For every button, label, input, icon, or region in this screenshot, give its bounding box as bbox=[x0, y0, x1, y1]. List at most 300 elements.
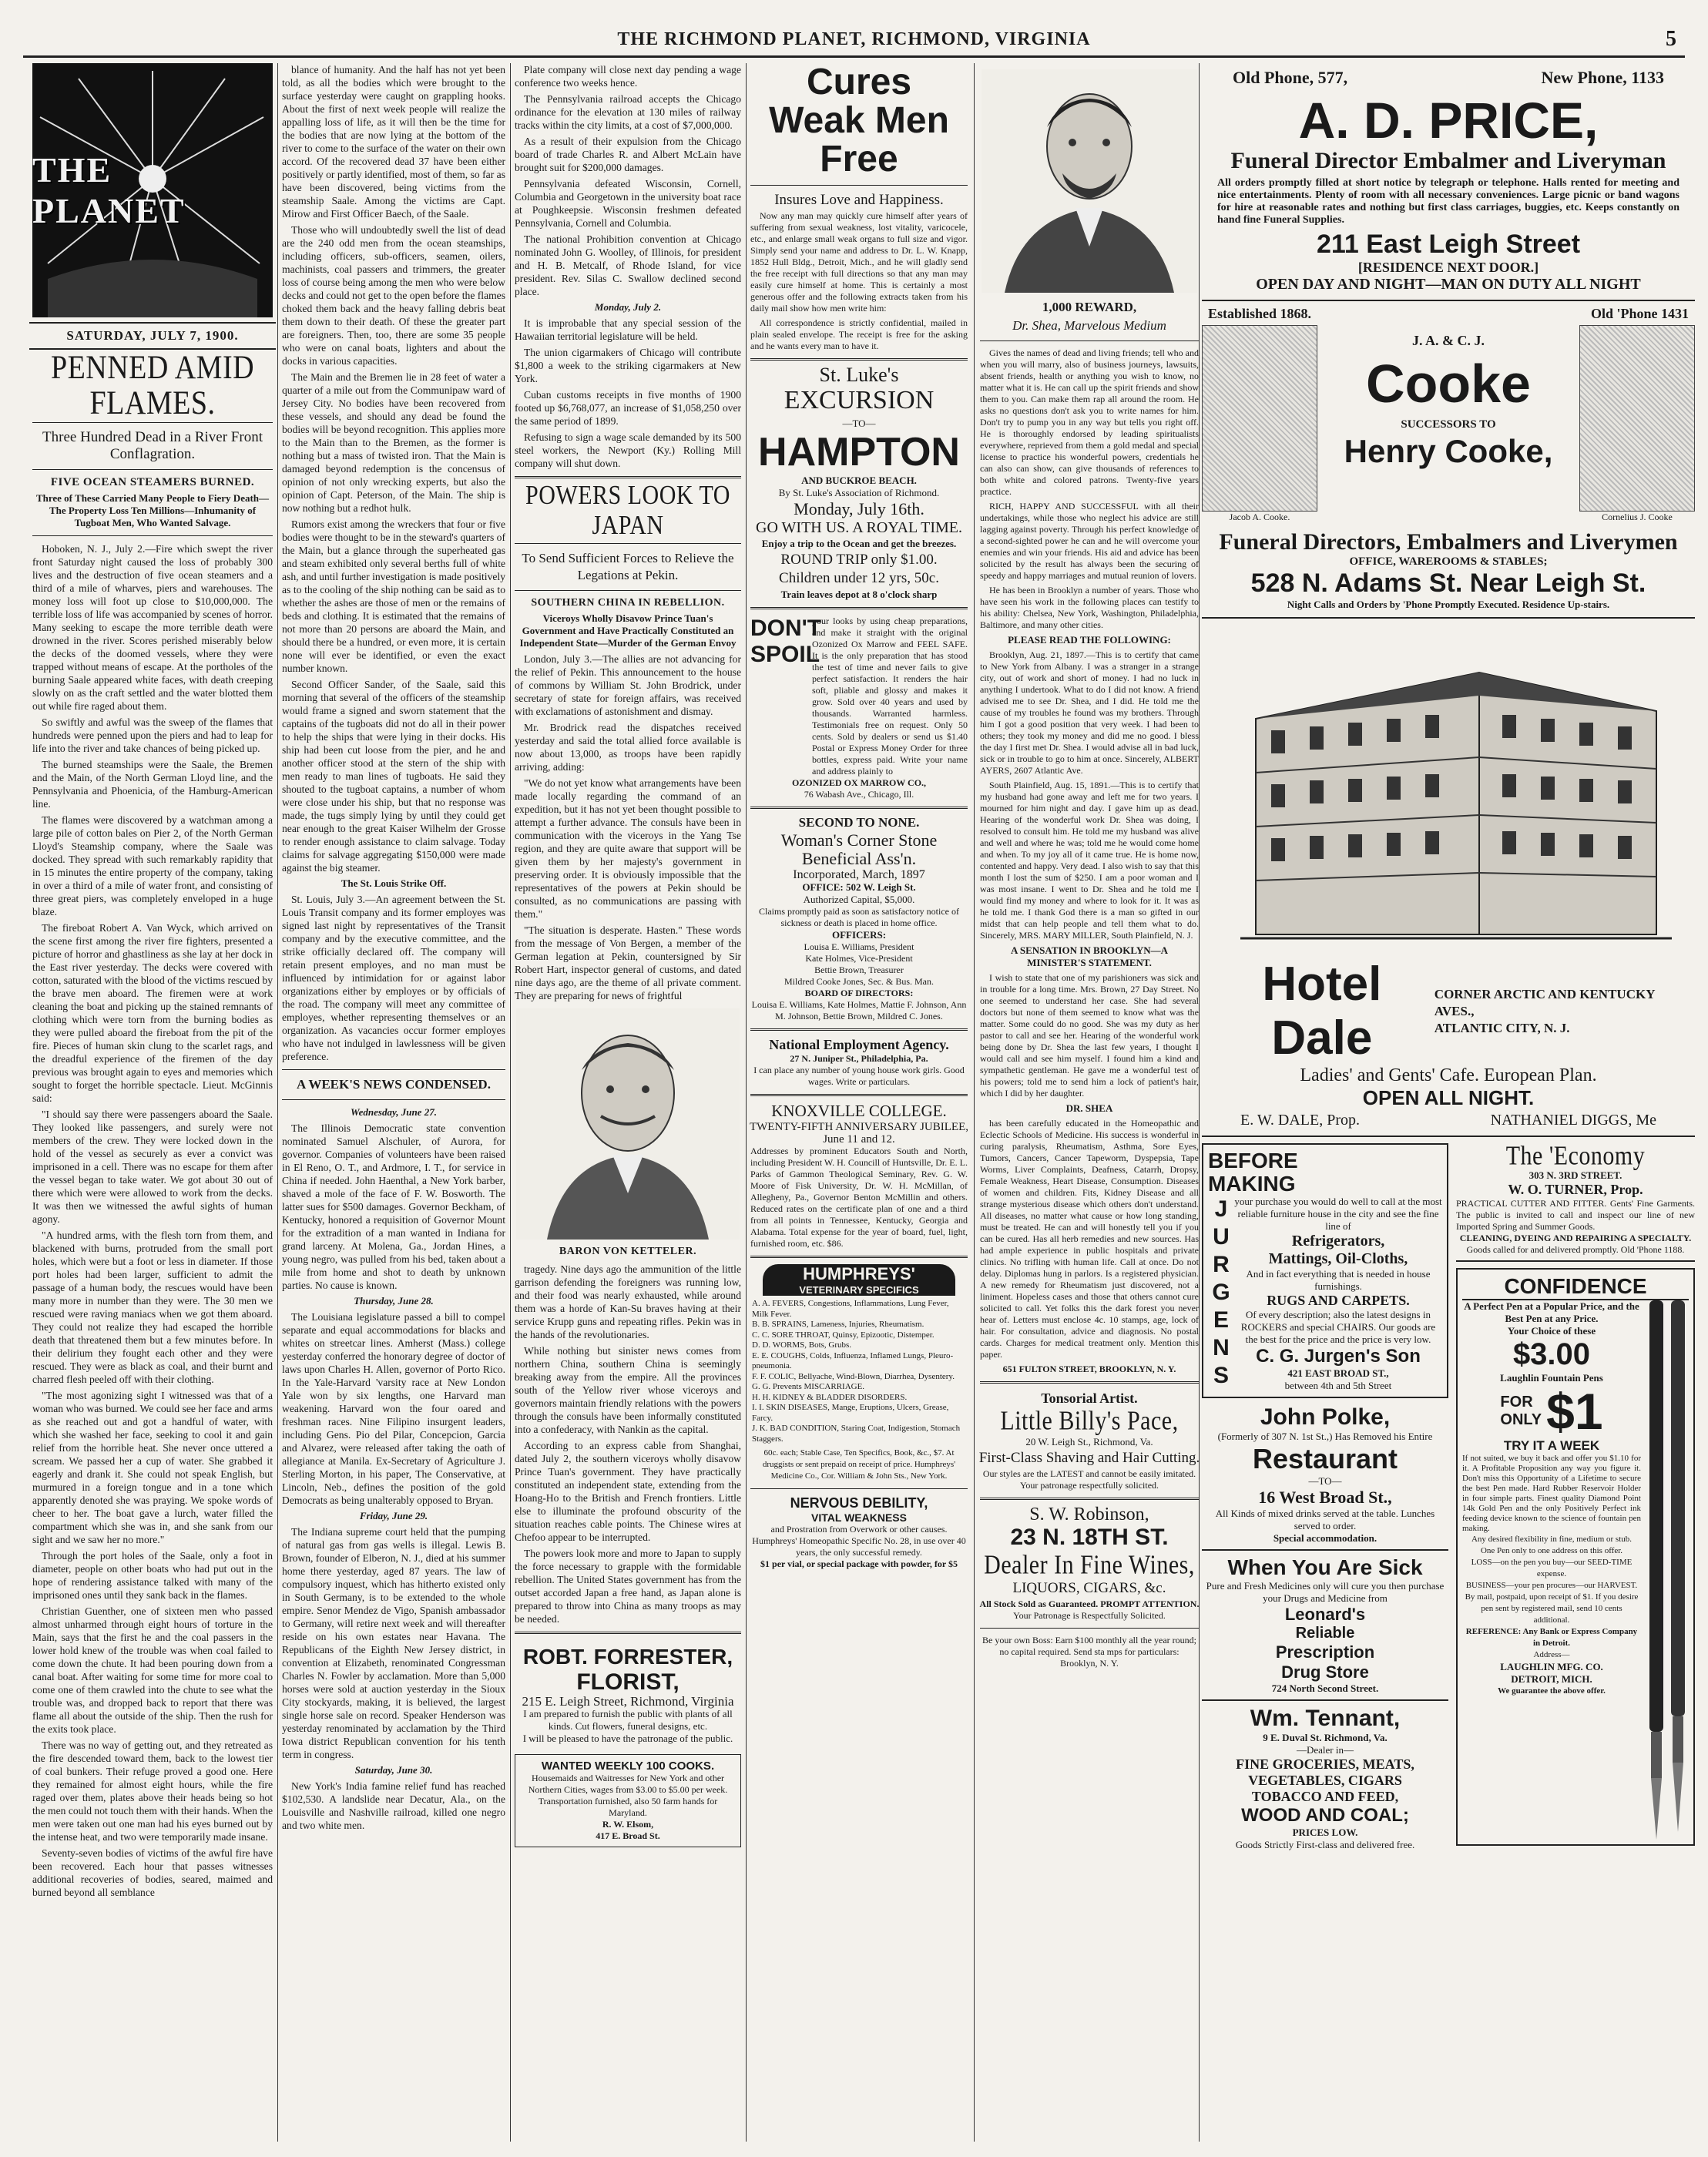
polke-former: (Formerly of 307 N. 1st St.,) Has Removed his Entire bbox=[1217, 1431, 1433, 1442]
paragraph: The Louisiana legislature passed a bill to compel separate and equal accommodations for blacks and whites on streetcar lines. Amherst (Mass.) college yesterday conferred the honorary degree of doctor of laws upon Charles H. Allen, governor of Porto Rico. In the Yale-Harvard 'varsity race at New London Yale won by six lengths, one Harvard man weakening. Harvard won the four oared and freshman races. Nine Filipino insurgent leaders, including Gens. Pio del Pilar, Concepcion, Garcia and Alvarez, were released after taking the oath of allegiance at Manila. Ex-Secretary of Agriculture J. Sterling Morton, in his paper, The Conservative, at Lincoln, Neb., defines the position of the gold Democrats as being unalterably opposed to Bryan. bbox=[282, 1311, 505, 1506]
robinson-patronage: Your Patronage is Respectfully Solicited. bbox=[1013, 1610, 1166, 1621]
paragraph: Gives the names of dead and living friends; tell who and when you will marry, also of business journeys, lawsuits, absent friends, health or anything you wish to know, no matter what it is. He can call up the spirit friends and show them to you. Can make them rap all around the room. He asks no questions don't ask you to write names for him. Don't try to pump you in any way but tells you right off. He is thoroughly endorsed by leading spiritualists everywhere, reprieved from them a gold medal and special license to practice his wonderful powers, credentials he can also can show, can give thousands of references to both white and colored patrons. Twenty-five years practice. bbox=[980, 347, 1199, 497]
portrait-engraving-icon bbox=[982, 69, 1197, 293]
cooks-name: R. W. Elsom, bbox=[602, 1819, 654, 1830]
paragraph: All correspondence is strictly confidential, mailed in plain sealed envelope. The receipt is free for the asking and he wants every man to have it. bbox=[750, 317, 968, 351]
humphreys-title: HUMPHREYS' bbox=[763, 1264, 955, 1284]
jurgens-content bbox=[1234, 1196, 1442, 1392]
cornerstone-title: SECOND TO NONE. bbox=[798, 815, 920, 830]
confidence-guarantee: We guarantee the above offer. bbox=[1498, 1686, 1606, 1696]
sick-name: Leonard's bbox=[1284, 1605, 1366, 1624]
issue-date: SATURDAY, JULY 7, 1900. bbox=[29, 322, 276, 350]
sick-drug: Drug Store bbox=[1281, 1662, 1369, 1682]
article-body bbox=[515, 1263, 741, 1625]
article-body bbox=[515, 317, 741, 470]
nervous-title: NERVOUS DEBILITY, bbox=[790, 1495, 928, 1511]
sick-title: When You Are Sick bbox=[1227, 1555, 1423, 1579]
price-residence: [RESIDENCE NEXT DOOR.] bbox=[1357, 260, 1539, 275]
cooke-established: Established 1868. bbox=[1208, 306, 1312, 321]
humphreys-item: G. G. Prevents MISCARRIAGE. bbox=[752, 1382, 865, 1391]
divider bbox=[515, 476, 741, 478]
main-headline: PENNED AMID FLAMES. bbox=[50, 348, 255, 422]
excursion-go: GO WITH US. A ROYAL TIME. bbox=[756, 519, 962, 536]
masthead-title: THE RICHMOND PLANET, RICHMOND, VIRGINIA bbox=[617, 29, 1091, 49]
divider bbox=[515, 543, 741, 544]
paragraph: The burned steamships were the Saale, the Bremen and the Main, of the North German Lloyd line, and the Pennsylvania and Phoenicia, of the Hamburg-American line. bbox=[32, 759, 273, 810]
tennant-goods: Goods Strictly First-class and delivered free. bbox=[1235, 1839, 1415, 1850]
day-heading: Monday, July 2. bbox=[594, 301, 662, 313]
portrait-engraving-icon bbox=[516, 1008, 740, 1240]
robinson-dealer: Dealer In Fine Wines, bbox=[984, 1550, 1195, 1580]
column-5 bbox=[977, 63, 1202, 2142]
divider bbox=[32, 535, 273, 536]
tennant-name: Wm. Tennant, bbox=[1250, 1706, 1401, 1731]
cornerstone-capital: Authorized Capital, $5,000. bbox=[803, 894, 915, 905]
tennant-wood: WOOD AND COAL; bbox=[1241, 1805, 1409, 1826]
confidence-choice: Your Choice of these bbox=[1507, 1325, 1596, 1337]
cornerstone-officers-heading: OFFICERS: bbox=[831, 929, 887, 941]
robinson-stock: All Stock Sold as Guaranteed. PROMPT ATTENTION. bbox=[979, 1598, 1200, 1609]
paragraph: has been carefully educated in the Homeopathic and Eclectic Schools of Medicine. His success is wonderful in curing paralysis, Rheumatism, Asthma, Sore Eyes, Tumors, Cancers, Cancer Tapeworm, Dyspepsia, Tape Worms, Liver Complaints, Deafness, Catarrh, Dropsy, Female Weakness, Heart Disease, Consumption. Diseases of women and children. Fits, Kidney Disease and all strange mysterious disease which others don't understand. All diseases, no matter what cause or how long standing, must be treated. He can and will honestly tell you if you can be cured. Has all herb remedies and new sources. Has had ample experience in public hospitals and private clinics. No trifling with human life. Call at once. Do not delay. Diplomas hung in parlors. Is a registered physician. A new remedy for Rheumatism just discovered, not a liniment. Hopeless cases and those that others cannot cure solicited to call. Yet folks this the dark forest you never hear of. Letters must enclose 4c. 10 stamps, age, lock of hair. For consultation, advice and diagnosis. No postal cards. Charges for medical treatment only. Mention this paper. bbox=[980, 1118, 1199, 1360]
price-address: 211 East Leigh Street bbox=[1316, 230, 1581, 259]
paragraph: The national Prohibition convention at Chicago nominated John G. Woolley, of Illinois, for president and H. B. Metcalf, of Rhode Island, for vice president. Rev. Silas C. Swallow declined second place. bbox=[515, 233, 741, 297]
paragraph: The union cigarmakers of Chicago will contribute $1,800 a week to the striking cigarmakers at New York. bbox=[515, 347, 741, 384]
knoxville-ad bbox=[747, 1102, 971, 1250]
confidence-for-only bbox=[1500, 1394, 1542, 1429]
hotel-sub: Ladies' and Gents' Cafe. European Plan. bbox=[1300, 1065, 1597, 1085]
hotel-footer bbox=[1240, 1112, 1656, 1129]
cooke-caption-left: Jacob A. Cooke. bbox=[1229, 512, 1290, 522]
cornerstone-directors-heading: BOARD OF DIRECTORS: bbox=[804, 988, 914, 998]
reward-heading: 1,000 REWARD, bbox=[1042, 300, 1137, 314]
excursion-enjoy: Enjoy a trip to the Ocean and get the breezes. bbox=[761, 538, 957, 549]
confidence-loss: LOSS—on the pen you buy—our SEED-TIME expense. bbox=[1471, 1558, 1632, 1578]
price-title: Funeral Director Embalmer and Liveryman bbox=[1230, 148, 1666, 173]
dont-spoil-address: 76 Wabash Ave., Chicago, Ill. bbox=[804, 789, 914, 800]
confidence-content bbox=[1462, 1300, 1646, 1840]
paragraph: tragedy. Nine days ago the ammunition of the little garrison defending the foreigners was running low, and their food was nearly exhausted, while around them was a horde of Kan-Su braves having at their service Krupp guns and repeating rifles. Pekin was in the hands of the revolutionaries. bbox=[515, 1263, 741, 1340]
day-heading: Thursday, June 28. bbox=[354, 1295, 434, 1307]
column-rule bbox=[746, 63, 747, 2142]
cooke-address: 528 N. Adams St. Near Leigh St. bbox=[1250, 569, 1646, 598]
excursion-children: Children under 12 yrs, 50c. bbox=[779, 570, 939, 586]
nervous-price: $1 per vial, or special package with powder, for $5 bbox=[760, 1558, 958, 1569]
nervous-sub: VITAL WEAKNESS bbox=[811, 1511, 907, 1524]
testimonial: South Plainfield, Aug. 15, 1891.—This is to certify that my husband had gone away and left me for two years. I mourned for him night and day. I gave him up as dead. Hearing of the wonderful work Dr. Shea was doing, I resolved to consult him. He told me my husband was alive and well and where he was; told me he would come home and when. To my joy all of it came true. He is home now, contented and happy. Very dead. I also wish to say that this month I lost the sum of $250. I am a poor woman and I was most insane. I went to Dr. Shea and he told me I would find my money and where to look for it. It was as he told me. I thank God there is a man so gifted in our midst that can help people and tell them what to do. Sincerely, MRS. MARY MILLER, South Plainfield, N. J. bbox=[980, 780, 1199, 941]
divider bbox=[32, 469, 273, 470]
paragraph: He has been in Brooklyn a number of years. Those who have seen his work in the following places can testify to his ability: Chelsea, New York, Washington, Philadelphia, Baltimore, and many other cities. bbox=[980, 585, 1199, 630]
own-boss-text: Be your own Boss: Earn $100 monthly all the year round; no capital required. Send sta mps for particulars: bbox=[982, 1635, 1196, 1657]
confidence-flex: Any desired flexibility in fine, medium or stub. bbox=[1471, 1535, 1632, 1544]
cooke-night: Night Calls and Orders by 'Phone Promptly Executed. Residence Up-stairs. bbox=[1287, 599, 1610, 610]
florist-text2: I will be pleased to have the patronage of the public. bbox=[522, 1733, 733, 1744]
florist-text: I am prepared to furnish the public with plants of all kinds. Cut flowers, funeral designs, etc. bbox=[523, 1708, 733, 1732]
polke-restaurant: Restaurant bbox=[1252, 1443, 1398, 1474]
hotel-corner: CORNER ARCTIC AND KENTUCKY AVES., bbox=[1434, 987, 1655, 1018]
cornerstone-office: OFFICE: 502 W. Leigh St. bbox=[802, 881, 916, 893]
china-subhead2: SOUTHERN CHINA IN REBELLION. bbox=[531, 597, 725, 609]
humphreys-ad bbox=[747, 1264, 971, 1482]
own-boss-ad bbox=[977, 1635, 1202, 1669]
paragraph: Rumors exist among the wreckers that four or five bodies were thought to be in the steward's quarters of the Main, but a glance through the superheated gas and steam exhibited only several berths full of white ash, and until further investigation is made positively as to the cooling of the ship nothing can be said as to whether the ashes are those of men or the remains of beds and clothing. It is estimated that the remains of not more than 20 persons are aboard the Main, and should there be a hundred, or even more, it is certain none will ever be identified, or even the exact number known. bbox=[282, 518, 505, 674]
fountain-pen-icon bbox=[1647, 1300, 1666, 1840]
divider bbox=[32, 422, 273, 423]
hotel-location bbox=[1435, 986, 1687, 1037]
divider bbox=[750, 807, 968, 809]
confidence-one-pen: One Pen only to one address on this offer. bbox=[1480, 1546, 1623, 1555]
dont-spoil-company: OZONIZED OX MARROW CO., bbox=[791, 777, 927, 788]
article-body bbox=[282, 1122, 505, 1292]
paragraph: The Main and the Bremen lie in 28 feet of water a quarter of a mile out from the Communipaw ward of Jersey City. No bodies have been recovered from these vessels, and should any dead be found the bodies will be beyond recognition. This applies more to the Main than to the Bremen, as the former is nothing but a mass of twisted iron. That the Main is damaged beyond redemption is the concensus of opinion of not only wrecking experts, but also the opinion of Capt. Peterson, of the Main. The ship is now nothing but a redhot hulk. bbox=[282, 371, 505, 514]
column-4 bbox=[747, 63, 971, 2142]
robinson-ad bbox=[977, 1506, 1202, 1622]
confidence-one: $1 bbox=[1546, 1383, 1603, 1440]
jurgens-address: 421 EAST BROAD ST., bbox=[1287, 1367, 1389, 1379]
cornerstone-claims: Claims promptly paid as soon as satisfactory notice of sickness or death is placed in home office. bbox=[759, 906, 959, 928]
confidence-price: $3.00 bbox=[1512, 1337, 1591, 1371]
section-headline: A WEEK'S NEWS CONDENSED. bbox=[297, 1077, 491, 1092]
paragraph: Plate company will close next day pending a wage conference two weeks hence. bbox=[515, 64, 741, 89]
confidence-company: LAUGHLIN MFG. CO. bbox=[1500, 1661, 1603, 1672]
jurgens-body bbox=[1208, 1196, 1442, 1392]
paragraph: blance of humanity. And the half has not yet been told, as all the bodies which were brought to the surface yesterday were caught on grappling hooks. About the first of next week people will realize the appalling loss of life, as it will then be the time for the bodies that are now lying at the bottom of the river to come to the surface of the water on their own accord. Of the recovered dead 37 have been either positively or partly identified, most of them, so far as have been discovered, being victims from the steamship Saale. Among the victims are Capt. Mirow and First Officer Baech, of the Saale. bbox=[282, 64, 505, 220]
employment-text: I can place any number of young house work girls. Good wages. Write or particulars. bbox=[753, 1065, 965, 1087]
humphreys-item: H. H. KIDNEY & BLADDER DISORDERS. bbox=[752, 1392, 908, 1402]
excursion-train: Train leaves depot at 8 o'clock sharp bbox=[780, 589, 938, 600]
paragraph: So swiftly and awful was the sweep of the flames that hundreds were penned upon the piers and had to leap for life into the river and take chances of being picked up. bbox=[32, 716, 273, 754]
article-body bbox=[282, 1525, 505, 1761]
tennant-dealer: —Dealer in— bbox=[1296, 1744, 1354, 1756]
sick-address: 724 North Second Street. bbox=[1271, 1682, 1379, 1694]
price-name: A. D. PRICE, bbox=[1298, 92, 1599, 149]
economy-title: The 'Economy bbox=[1505, 1141, 1646, 1171]
column-rule bbox=[974, 63, 975, 2142]
column-rule bbox=[510, 63, 511, 2142]
paragraph: The Illinois Democratic state convention nominated Samuel Alschuler, of Aurora, for governor. Companies of volunteers have been raised in El Reno, O. T., and Ardmore, I. T., for service in China if needed. John Haenthal, a New York barber, shaved a mole of the face of F. W. Bosworth. The latter sues for $500 damages. Governor Beckham, of Kentucky, honored a requisition of Governor Mount for the extradition of a man wanted in Indiana for grand larceny. At Molena, Ga., Jordan Hines, a young negro, was pulled from his bed, taken about a mile from home and shot to death by unknown parties. No cause is known. bbox=[282, 1122, 505, 1291]
hotel-illustration bbox=[1225, 626, 1672, 950]
tennant-prices: PRICES LOW. bbox=[1292, 1827, 1358, 1838]
confidence-title: CONFIDENCE bbox=[1462, 1274, 1689, 1300]
jurgens-rugs: RUGS AND CARPETS. bbox=[1267, 1293, 1410, 1308]
dont-spoil-text: your looks by using cheap preparations, and make it straight with the original Ozonized Ox Marrow and FEEL SAFE. It is the only preparation that has stood the test of time and never fails to give perfect satisfaction. It renders the hair soft, pliable and glossy and makes it grow. Sold over 40 years and used by thousands. Warranted harmless. Testimonials free on request. Only 50 cents. Sold by dealers or send us $1.40 Postal or Express Money Order for three bottles, express paid. Write your name and address plainly to bbox=[812, 616, 968, 777]
knoxville-sub: TWENTY-FIFTH ANNIVERSARY JUBILEE, June 11 and 12. bbox=[749, 1121, 969, 1146]
confidence-address: DETROIT, MICH. bbox=[1511, 1673, 1592, 1685]
polke-special: Special accommodation. bbox=[1273, 1532, 1377, 1544]
china-deck: Viceroys Wholly Disavow Prince Tuan's Government and Have Practically Constituted an Independent State—Murder of the German Envoy bbox=[519, 612, 737, 649]
cooke-henry: Henry Cooke, bbox=[1344, 433, 1553, 469]
economy-cleaning: CLEANING, DYEING AND REPAIRING A SPECIALTY. bbox=[1459, 1233, 1692, 1243]
tonsorial-heading: Tonsorial Artist. bbox=[1041, 1390, 1138, 1406]
confidence-for: FOR bbox=[1500, 1394, 1533, 1411]
cooke-header bbox=[1208, 306, 1689, 322]
confidence-body bbox=[1462, 1300, 1689, 1840]
own-boss-address: Brooklyn, N. Y. bbox=[1060, 1658, 1119, 1669]
polke-text: All Kinds of mixed drinks served at the table. Lunches served to order. bbox=[1215, 1508, 1435, 1531]
tennant-ad bbox=[1202, 1706, 1448, 1851]
tennant-groceries: FINE GROCERIES, MEATS, bbox=[1236, 1756, 1414, 1772]
dr-shea-medical bbox=[980, 1118, 1199, 1360]
divider bbox=[750, 1094, 968, 1096]
knoxville-text: Addresses by prominent Educators South and North, including President W. H. Councill of Huntsville, Dr. E. L. Parks of Gammon Theological Seminary, Rev. G. W. Moore of Fisk University, Dr. W. H. McMillan, of Allegheny, Pa., Governor Benton McMillin and others. Reduced rates on the certificate plan of one and a third from all points in Tennessee, Kentucky, Georgia and Alabama. Total expense for the year of board, fuel, light, furnished room, etc. $86. bbox=[750, 1146, 968, 1249]
paragraph: "I should say there were passengers aboard the Saale. They looked like passengers, and surely were not members of the crew. They were locked down in the hold of the vessel as securely as ever a convict was imprisoned in a cell. There was no escape for them after the vessel began to take water. We got about 30 out of there which were were allowed to work from the decks. It was then we witnessed the awful sights of human agony. bbox=[32, 1109, 273, 1225]
paragraph: "The most agonizing sight I witnessed was that of a woman who was burned. We could see her face and arms as she reached out and got a handful of water, with which she washed her face, seeking to cool it and gain relief from the horrible heat. She never once uttered a scream. We passed her a cup of water. She grabbed it eagerly and drank it. She could not speak English, but murmured in a foreign tongue and in a tone which apparently denoted she was praying. We spoke words of cheer to her. The boat gave a lurch, water filled the compartment which she was in, and she sank from our sight and we saw her no more." bbox=[32, 1390, 273, 1545]
jurgens-ad bbox=[1202, 1143, 1448, 1398]
excursion-date: Monday, July 16th. bbox=[794, 499, 924, 518]
divider bbox=[515, 1632, 741, 1634]
article-body bbox=[282, 893, 505, 1063]
article-body bbox=[515, 652, 741, 1002]
cures-line3: Free bbox=[820, 139, 898, 179]
price-old-phone: Old Phone, 577, bbox=[1233, 68, 1348, 87]
day-heading: Wednesday, June 27. bbox=[351, 1106, 437, 1118]
page-header bbox=[23, 23, 1685, 58]
divider bbox=[750, 1028, 968, 1031]
robinson-name: S. W. Robinson, bbox=[1029, 1505, 1149, 1525]
billys-text: Our styles are the LATEST and cannot be easily imitated. Your patronage respectfully solicited. bbox=[982, 1468, 1196, 1491]
day-heading: Saturday, June 30. bbox=[354, 1764, 433, 1776]
article-body bbox=[515, 63, 741, 298]
jurgens-text3: Of every description; also the latest designs in ROCKERS and special CHAIRS. Our goods are the best for the price and the price is very low. bbox=[1240, 1309, 1436, 1345]
hotel-dale-ad bbox=[1202, 626, 1695, 1137]
paragraph: The Pennsylvania railroad accepts the Chicago ordinance for the elevation at 130 miles of railway tracks within the city limits, at a cost of $7,000,000. bbox=[515, 93, 741, 131]
excursion-ad bbox=[747, 364, 971, 601]
cooke-initials: J. A. & C. J. bbox=[1412, 333, 1485, 348]
cures-body bbox=[750, 210, 968, 352]
jurgens-before: BEFORE bbox=[1208, 1149, 1298, 1172]
paragraph: Christian Guenther, one of sixteen men who passed almost unharmed through eight hours of torture in the Main, says that the first he and the coal passers in the lower hold knew of the trouble was when coal failed to come down the chute. It had been pouring down from a canal boat. After waiting for some time for more coal to come one of them crawled into the chute to see what the trouble was, and dropped back to report that there was flame all about the outside of the ship. Then the rush for the exits took place. bbox=[32, 1605, 273, 1735]
paragraph: The powers look more and more to Japan to supply the force necessary to grapple with the formidable rebellion. The United States government has from the outset accorded Japan a free hand, as Japan alone is prepared to throw into China as many troops as may be needed. bbox=[515, 1548, 741, 1625]
article-body bbox=[282, 1780, 505, 1832]
sensation-body bbox=[980, 972, 1199, 1099]
cornerstone-officer: Kate Holmes, Vice-President bbox=[805, 953, 913, 964]
price-open: OPEN DAY AND NIGHT—MAN ON DUTY ALL NIGHT bbox=[1256, 276, 1641, 293]
ads-bottom-right bbox=[1456, 1143, 1695, 1851]
cornerstone-officer: Bettie Brown, Treasurer bbox=[814, 964, 904, 975]
economy-goods: Goods called for and delivered promptly. Old 'Phone 1188. bbox=[1466, 1244, 1685, 1255]
price-new-phone: New Phone, 1133 bbox=[1541, 68, 1664, 87]
florist-name: ROBT. FORRESTER, bbox=[522, 1645, 733, 1669]
paragraph: Cuban customs receipts in five months of 1900 footed up $6,768,077, an increase of $1,058,250 over the same period of 1899. bbox=[515, 389, 741, 427]
confidence-offer bbox=[1462, 1384, 1641, 1438]
cures-sub: Insures Love and Happiness. bbox=[774, 192, 944, 208]
portrait-photo bbox=[1202, 325, 1317, 512]
jurgens-mattings: Mattings, Oil-Cloths, bbox=[1268, 1250, 1408, 1267]
portrait-caption: BARON VON KETTELER. bbox=[559, 1246, 697, 1257]
subheadline: Three Hundred Dead in a River Front Conflagration. bbox=[42, 429, 263, 462]
cornerstone-officer: Mildred Cooke Jones, Sec. & Bus. Man. bbox=[784, 976, 934, 987]
excursion-by: By St. Luke's Association of Richmond. bbox=[778, 487, 940, 498]
cooke-portrait-left bbox=[1202, 325, 1317, 523]
economy-text: PRACTICAL CUTTER AND FITTER. Gents' Fine Garments. The public is invited to call and inspect our line of new Imported Spring and Summer Goods. bbox=[1456, 1198, 1695, 1232]
cooks-text: Housemaids and Waitresses for New York and other Northern Cities, wages from $3.00 to $5.00 per week. Transportation furnished, also 50 farm hands for Maryland. bbox=[528, 1773, 728, 1818]
humphreys-item: B. B. SPRAINS, Lameness, Injuries, Rheumatism. bbox=[752, 1320, 924, 1329]
cornerstone-directors: Louisa E. Williams, Kate Holmes, Mattie F. Johnson, Ann M. Johnson, Bettie Brown, Mildred C. Jones. bbox=[751, 999, 967, 1021]
employment-ad bbox=[747, 1037, 971, 1088]
cooks-title: WANTED WEEKLY 100 COOKS. bbox=[541, 1759, 715, 1773]
price-phones bbox=[1233, 68, 1664, 88]
jurgens-text2: And in fact everything that is needed in house furnishings. bbox=[1246, 1268, 1431, 1292]
hotel-open: OPEN ALL NIGHT. bbox=[1362, 1086, 1535, 1109]
column-rule bbox=[277, 63, 278, 2142]
jurgens-making: MAKING bbox=[1208, 1172, 1296, 1196]
paragraph: I wish to state that one of my parishioners was sick and in trouble for a long time. Mrs. Brown, 27 Day Street. No one seemed to understand her case. She had several doctors but none of them seemed to know what was the matter. Some could do no good. She was my duty as her pastor to call and see her. Hearing of the wonderful work being done by Dr. Shea the last few years, I thought I would call and see him myself. I found him a kind and sympathetic gentleman. He gave me a wonderful test of his powers; told me to send him a lock of patient's hair, which I did by her daughter. bbox=[980, 972, 1199, 1099]
humphreys-item: J. K. BAD CONDITION, Staring Coat, Indigestion, Stomach Staggers. bbox=[752, 1424, 961, 1444]
humphreys-footer: 60c. each; Stable Case, Ten Specifics, Book, &c., $7. At druggists or sent prepaid on receipt of price. Humphreys' Medicine Co., Cor. William & John Sts., New York. bbox=[762, 1448, 956, 1481]
cures-line1: Cures bbox=[806, 63, 912, 102]
cornerstone-ad bbox=[747, 815, 971, 1022]
column-2 bbox=[279, 63, 508, 2142]
article-body bbox=[32, 542, 273, 1899]
humphreys-item: A. A. FEVERS, Congestions, Inflammations, Lung Fever, Milk Fever. bbox=[752, 1299, 949, 1319]
paragraph: Now any man may quickly cure himself after years of suffering from sexual weakness, lost vitality, varicocele, etc., and enlarge small weak organs to full size and vigor. Simply send your name and address to Dr. L. W. Knapp, 1852 Hull Bldg., Detroit, Mich., and he will gladly send the free receipt with full directions so that any man may easily cure himself at home. This is certainly a most generous offer and the following extracts taken from his daily mail show how men write him: bbox=[750, 210, 968, 314]
economy-address: 303 N. 3RD STREET. bbox=[1528, 1169, 1622, 1181]
dr-shea-portrait bbox=[982, 69, 1197, 293]
hotel-manager: NATHANIEL DIGGS, Me bbox=[1490, 1112, 1656, 1129]
confidence-brand: Laughlin Fountain Pens bbox=[1500, 1372, 1603, 1384]
robinson-liquors: LIQUORS, CIGARS, &c. bbox=[1012, 1580, 1166, 1596]
divider bbox=[750, 358, 968, 361]
billys-name: Little Billy's Pace, bbox=[1000, 1406, 1179, 1436]
hotel-name: Hotel Dale bbox=[1262, 958, 1382, 1065]
paragraph: Through the port holes of the Saale, only a foot in diameter, people on other boats who had put out in the hope of rendering assistance talked with many of the imprisoned ones until they sank back in the flames. bbox=[32, 1550, 273, 1601]
hotel-title-row bbox=[1210, 958, 1687, 1065]
excursion-sub: AND BUCKROE BEACH. bbox=[801, 475, 917, 486]
paragraph: The flames were discovered by a watchman among a large pile of cotton bales on Pier 2, of the North German Lloyd's Steamship company, where the Saale was docked. They spread with such remarkably rapidity that in 15 minutes the entire property of the company, taking in over a third of a mile of water front, and consisting of three great piers, was completely enveloped in a huge blaze. bbox=[32, 814, 273, 917]
china-subhead: To Send Sufficient Forces to Relieve the Legations at Pekin. bbox=[522, 551, 734, 582]
dr-shea-address: 651 FULTON STREET, BROOKLYN, N. Y. bbox=[1002, 1364, 1176, 1374]
divider bbox=[750, 607, 968, 609]
divider bbox=[750, 1488, 968, 1489]
hotel-prop: E. W. DALE, Prop. bbox=[1240, 1112, 1360, 1129]
please-read: PLEASE READ THE FOLLOWING: bbox=[1008, 634, 1171, 646]
paragraph: There was no way of getting out, and they retreated as the fire descended toward them, back to the lowest tier of coal bunkers. Their refuge proved a good one. Here they remained for almost eight hours, while the fire raged over them, plates above their heads being so hot the men could not touch them with their hands. When the men were taken out one man had his eyes burned out by the intense heat, and two were temporarily made insane. bbox=[32, 1739, 273, 1843]
polke-ad bbox=[1202, 1404, 1448, 1551]
paragraph: "We do not yet know what arrangements have been made locally regarding the command of an expedition, but it has not yet been thought possible to attempt a further advance. The consuls have been in communication with the viceroys in the Yang Tse region, and they are quite aware that support will be given them by her majesty's government in preserving order. It is obviously impossible that the representatives of the powers at Pekin should be consulted, as no communications are passing with them." bbox=[515, 777, 741, 920]
china-headline: POWERS LOOK TO JAPAN bbox=[525, 480, 730, 540]
cooke-successors: SUCCESSORS TO bbox=[1401, 418, 1496, 431]
humphreys-item: D. D. WORMS, Bots, Grubs. bbox=[752, 1340, 852, 1350]
tennant-tobacco: TOBACCO AND FEED, bbox=[1251, 1789, 1399, 1804]
paragraph: Hoboken, N. J., July 2.—Fire which swept the river front Saturday night caused the loss of probably 300 lives and the destruction of five ocean steamers and a third of a mile of wharves, piers and warehouses. The money loss will foot up close to $10,000,000. The terrible loss of life was accompanied by scenes of horror. Many seeking to escape the more terrible death were drowned in the river. Scores perished miserably below the decks of the doomed vessels, where they were trapped without means of escape. At the portholes of the burning Saale appeared white faces, with death creeping slowly on as the craft settled and the water blotted them out while fire raged about them. bbox=[32, 543, 273, 712]
polke-address: 16 West Broad St., bbox=[1258, 1488, 1392, 1507]
paragraph: Those who will undoubtedly swell the list of dead are the 240 odd men from the ocean steamships, including officers, sub-officers, seamen, oilers, machinists, coal passers and trimmers, the greater loss of course being among the men who were below decks and could not get to the open before the flames choked them back and the heavy falling debris beat them down to their death. Of these the greater part are foreigners. Then, too, there are some 35 people who were on canal boats, lighters and about the docks in various capacities. bbox=[282, 224, 505, 367]
paragraph: RICH, HAPPY AND SUCCESSFUL with all their undertakings, while those who neglect his advice are still lagging against poverty. Through his perfect knowledge of a second-sighted power he can and he will overcome your enemies and win your friends. His aid and advice has been solicited by the result has always been the securing of speedy and happy marriages and mutual reunion of lovers. bbox=[980, 501, 1199, 581]
page-number: 5 bbox=[1666, 27, 1677, 51]
portrait-photo bbox=[1579, 325, 1695, 512]
excursion-fare: ROUND TRIP only $1.00. bbox=[780, 552, 938, 568]
humphreys-item: C. C. SORE THROAT, Quinsy, Epizootic, Distemper. bbox=[752, 1330, 935, 1340]
jurgens-refrigerators: Refrigerators, bbox=[1291, 1233, 1385, 1250]
sick-reliable: Reliable bbox=[1295, 1625, 1355, 1642]
humphreys-item: I. I. SKIN DISEASES, Mange, Eruptions, Ulcers, Grease, Farcy. bbox=[752, 1403, 949, 1423]
cornerstone-officer: Louisa E. Williams, President bbox=[804, 941, 914, 952]
confidence-text: A Perfect Pen at a Popular Price, and the Best Pen at any Price. bbox=[1464, 1300, 1639, 1324]
paragraph: "A hundred arms, with the flesh torn from them, and blackened with burns, protruded from the small port holes, which were but a foot or less in diameter. If those port holes had been larger, sufficient to admit the passage of a human body, the rescues would have been many more in number than they were. The 30 men we rescued were raving maniacs when we got them aboard. They could not realize they had escaped the horrible death that threatened them but a few minutes before. In their delirium they fought each other and they were rescued. They were as black as coal, and their burnt and charred flesh peeled off with their clothing. bbox=[32, 1229, 273, 1385]
leonards-ad bbox=[1202, 1555, 1448, 1701]
cooke-old-phone: Old 'Phone 1431 bbox=[1590, 306, 1689, 321]
dont-spoil-title: DON'T SPOIL bbox=[750, 616, 822, 667]
column-6 bbox=[1197, 63, 1700, 2142]
article-body bbox=[282, 1310, 505, 1507]
headline-deck: Three of These Carried Many People to Fiery Death—The Property Loss Ten Millions—Inhumanity of Tugboat Men, Who Wanted Salvage. bbox=[35, 492, 270, 528]
billys-sub: First-Class Shaving and Hair Cutting. bbox=[978, 1450, 1200, 1466]
planet-logo bbox=[32, 63, 273, 317]
florist-title: FLORIST, bbox=[576, 1669, 680, 1695]
excursion-to: —TO— bbox=[842, 418, 876, 429]
humphreys-sub: VETERINARY SPECIFICS bbox=[763, 1284, 955, 1296]
ads-bottom bbox=[1202, 1143, 1695, 1851]
knoxville-title: KNOXVILLE COLLEGE. bbox=[771, 1102, 947, 1120]
column-3 bbox=[512, 63, 744, 2142]
robinson-address: 23 N. 18TH ST. bbox=[1010, 1525, 1169, 1550]
confidence-address-heading: Address— bbox=[1533, 1650, 1570, 1659]
sick-text: Pure and Fresh Medicines only will cure you then purchase your Drugs and Medicine from bbox=[1206, 1580, 1445, 1604]
price-text: All orders promptly filled at short notice by telegraph or telephone. Halls rented for meeting and nice entertainments. Plenty of room with all necessary conveniences. Large picnic or band wagons for hire at reasonable rates and nothing but first class carriages, buggies, etc. Keeps constantly on hand fine Funeral Supplies. bbox=[1217, 177, 1679, 226]
jurgens-side: JURGENS bbox=[1212, 1196, 1230, 1388]
fountain-pen-icon bbox=[1669, 1300, 1687, 1840]
hotel-city: ATLANTIC CITY, N. J. bbox=[1434, 1021, 1570, 1035]
dr-shea-subheading: DR. SHEA bbox=[1065, 1102, 1113, 1114]
polke-name: John Polke, bbox=[1260, 1404, 1391, 1430]
cornerstone-name1: Woman's Corner Stone bbox=[780, 830, 938, 850]
jurgens-name: C. G. Jurgen's Son bbox=[1256, 1346, 1421, 1367]
dr-shea-heading: Dr. Shea, Marvelous Medium bbox=[1012, 318, 1166, 333]
divider bbox=[515, 590, 741, 591]
jurgens-text: your purchase you would do well to call at the most reliable furniture house in the city and see the fine line of bbox=[1234, 1196, 1442, 1232]
cooks-wanted-ad bbox=[515, 1754, 741, 1847]
price-ad bbox=[1202, 68, 1695, 301]
paragraph: The fireboat Robert A. Van Wyck, which arrived on the scene first among the river fire fighters, presented a picture of horror and ghastliness as she lay at her dock in the East river yesterday. The decks were covered with cotton, saturated with the blood of the victims rescued by the brave men aboard. The firemen were at work cleaning the boat and picking up the stained remnants of clothing which were torn from the burning bodies as they were pulled aboard the fireboat from the pit of the fire. Pieces of human skin clung to the scarlet rags, and the dreadful experience of the firemen of the day previous was brought again to eyes and memories which sought to forget the horrible spectacle. Lieut. McGinnis said: bbox=[32, 922, 273, 1104]
sick-prescription: Prescription bbox=[1275, 1642, 1375, 1662]
paragraph: Mr. Brodrick read the dispatches received yesterday and said the total allied force available is now about 13,000, as troops have been rapidly arriving, adding: bbox=[515, 722, 741, 773]
paragraph: The Indiana supreme court held that the pumping of natural gas from gas wells is illegal. Lewis B. Brown, founder of Elberon, N. J., died at his summer home there yesterday, aged 87 years. The law of compulsory inquest, which has hitherto existed only in South Germany, is to be extended to the whole empire. Senor Mendez de Vigo, Spanish ambassador to Germany, will retire next week and will thereafter reside on his own estates near Havana. The Republicans of the Eighth New Jersey district, in convention at Elizabeth, renominated Congressman Charles N. Fowler by acclamation. More than 5,000 horses were sold at auction yesterday in the Sioux City stockyards, making, it is believed, the largest single horse sale on record. Speaker Henderson was yesterday renominated by acclamation by the Third Iowa district Republican convention for his tenth term in congress. bbox=[282, 1526, 505, 1760]
employment-title: National Employment Agency. bbox=[769, 1037, 949, 1052]
baron-portrait bbox=[516, 1008, 740, 1240]
humphreys-item: F. F. COLIC, Bellyache, Wind-Blown, Diarrhea, Dysentery. bbox=[752, 1371, 955, 1381]
divider bbox=[750, 1256, 968, 1258]
section-subhead: The St. Louis Strike Off. bbox=[341, 877, 447, 889]
economy-prop: W. O. TURNER, Prop. bbox=[1508, 1182, 1643, 1197]
florist-address: 215 E. Leigh Street, Richmond, Virginia bbox=[522, 1694, 734, 1709]
cooks-address: 417 E. Broad St. bbox=[596, 1830, 660, 1841]
humphreys-item: E. E. COUGHS, Colds, Influenza, Inflamed Lungs, Pleuro-pneumonia. bbox=[752, 1350, 954, 1370]
day-heading: Friday, June 29. bbox=[359, 1510, 428, 1521]
florist-ad bbox=[515, 1640, 741, 1749]
excursion-place: HAMPTON bbox=[758, 430, 960, 475]
tennant-address: 9 E. Duval St. Richmond, Va. bbox=[1263, 1732, 1388, 1743]
confidence-reference: REFERENCE: Any Bank or Express Company in Detroit. bbox=[1465, 1627, 1638, 1648]
testimonials bbox=[980, 649, 1199, 941]
economy-ad bbox=[1456, 1143, 1695, 1262]
humphreys-list bbox=[752, 1299, 966, 1444]
billys-ad bbox=[977, 1390, 1202, 1491]
paragraph: Second Officer Sander, of the Saale, said this morning that several of the officers of the steamship would frame a signed and sworn statement that the captains of the tugboats did not do all in their power to help the ships that were lying in their docks. His ship had been cut loose from the pier, and he and another officer stood at the stern of the ship with men ready to man lines of tugboats. He said they shouted to the tugboat captains, a number of whom were close under his ship, but that no response was made, the tugs simply lying by until they could get near enough to the great Kaiser Wilhelm der Grosse to render enough assistance to claim salvage. Today claims for salvage aggregating $150,000 were made against the big steamer. bbox=[282, 679, 505, 874]
divider bbox=[282, 1069, 505, 1070]
nervous-text: and Prostration from Overwork or other causes. Humphreys' Homeopathic Specific No. 28, in use over 40 years, the only successful remedy. bbox=[752, 1524, 966, 1558]
paragraph: New York's India famine relief fund has reached $102,530. A landslide near Decatur, Ala., on the Louisville and Nashville railroad, killed one negro and two white men. bbox=[282, 1780, 505, 1831]
paragraph: London, July 3.—The allies are not advancing for the relief of Pekin. This announcement to the house of commons by William St. John Brodrick, under secretary of state for foreign affairs, was received with exclamations of astonishment and dismay. bbox=[515, 653, 741, 717]
cooke-ad bbox=[1202, 306, 1695, 619]
cornerstone-name2: Beneficial Ass'n. bbox=[801, 849, 917, 868]
excursion-title1: St. Luke's bbox=[819, 364, 899, 386]
cures-line2: Weak Men bbox=[769, 100, 949, 141]
cooke-office: OFFICE, WAREROOMS & STABLES; bbox=[1349, 555, 1548, 568]
fountain-pens bbox=[1646, 1300, 1689, 1840]
cornerstone-incorporated: Incorporated, March, 1897 bbox=[793, 868, 925, 881]
hotel-building-icon bbox=[1225, 626, 1679, 950]
billys-address: 20 W. Leigh St., Richmond, Va. bbox=[1025, 1436, 1153, 1448]
subheadline-caps: FIVE OCEAN STEAMERS BURNED. bbox=[50, 476, 255, 488]
